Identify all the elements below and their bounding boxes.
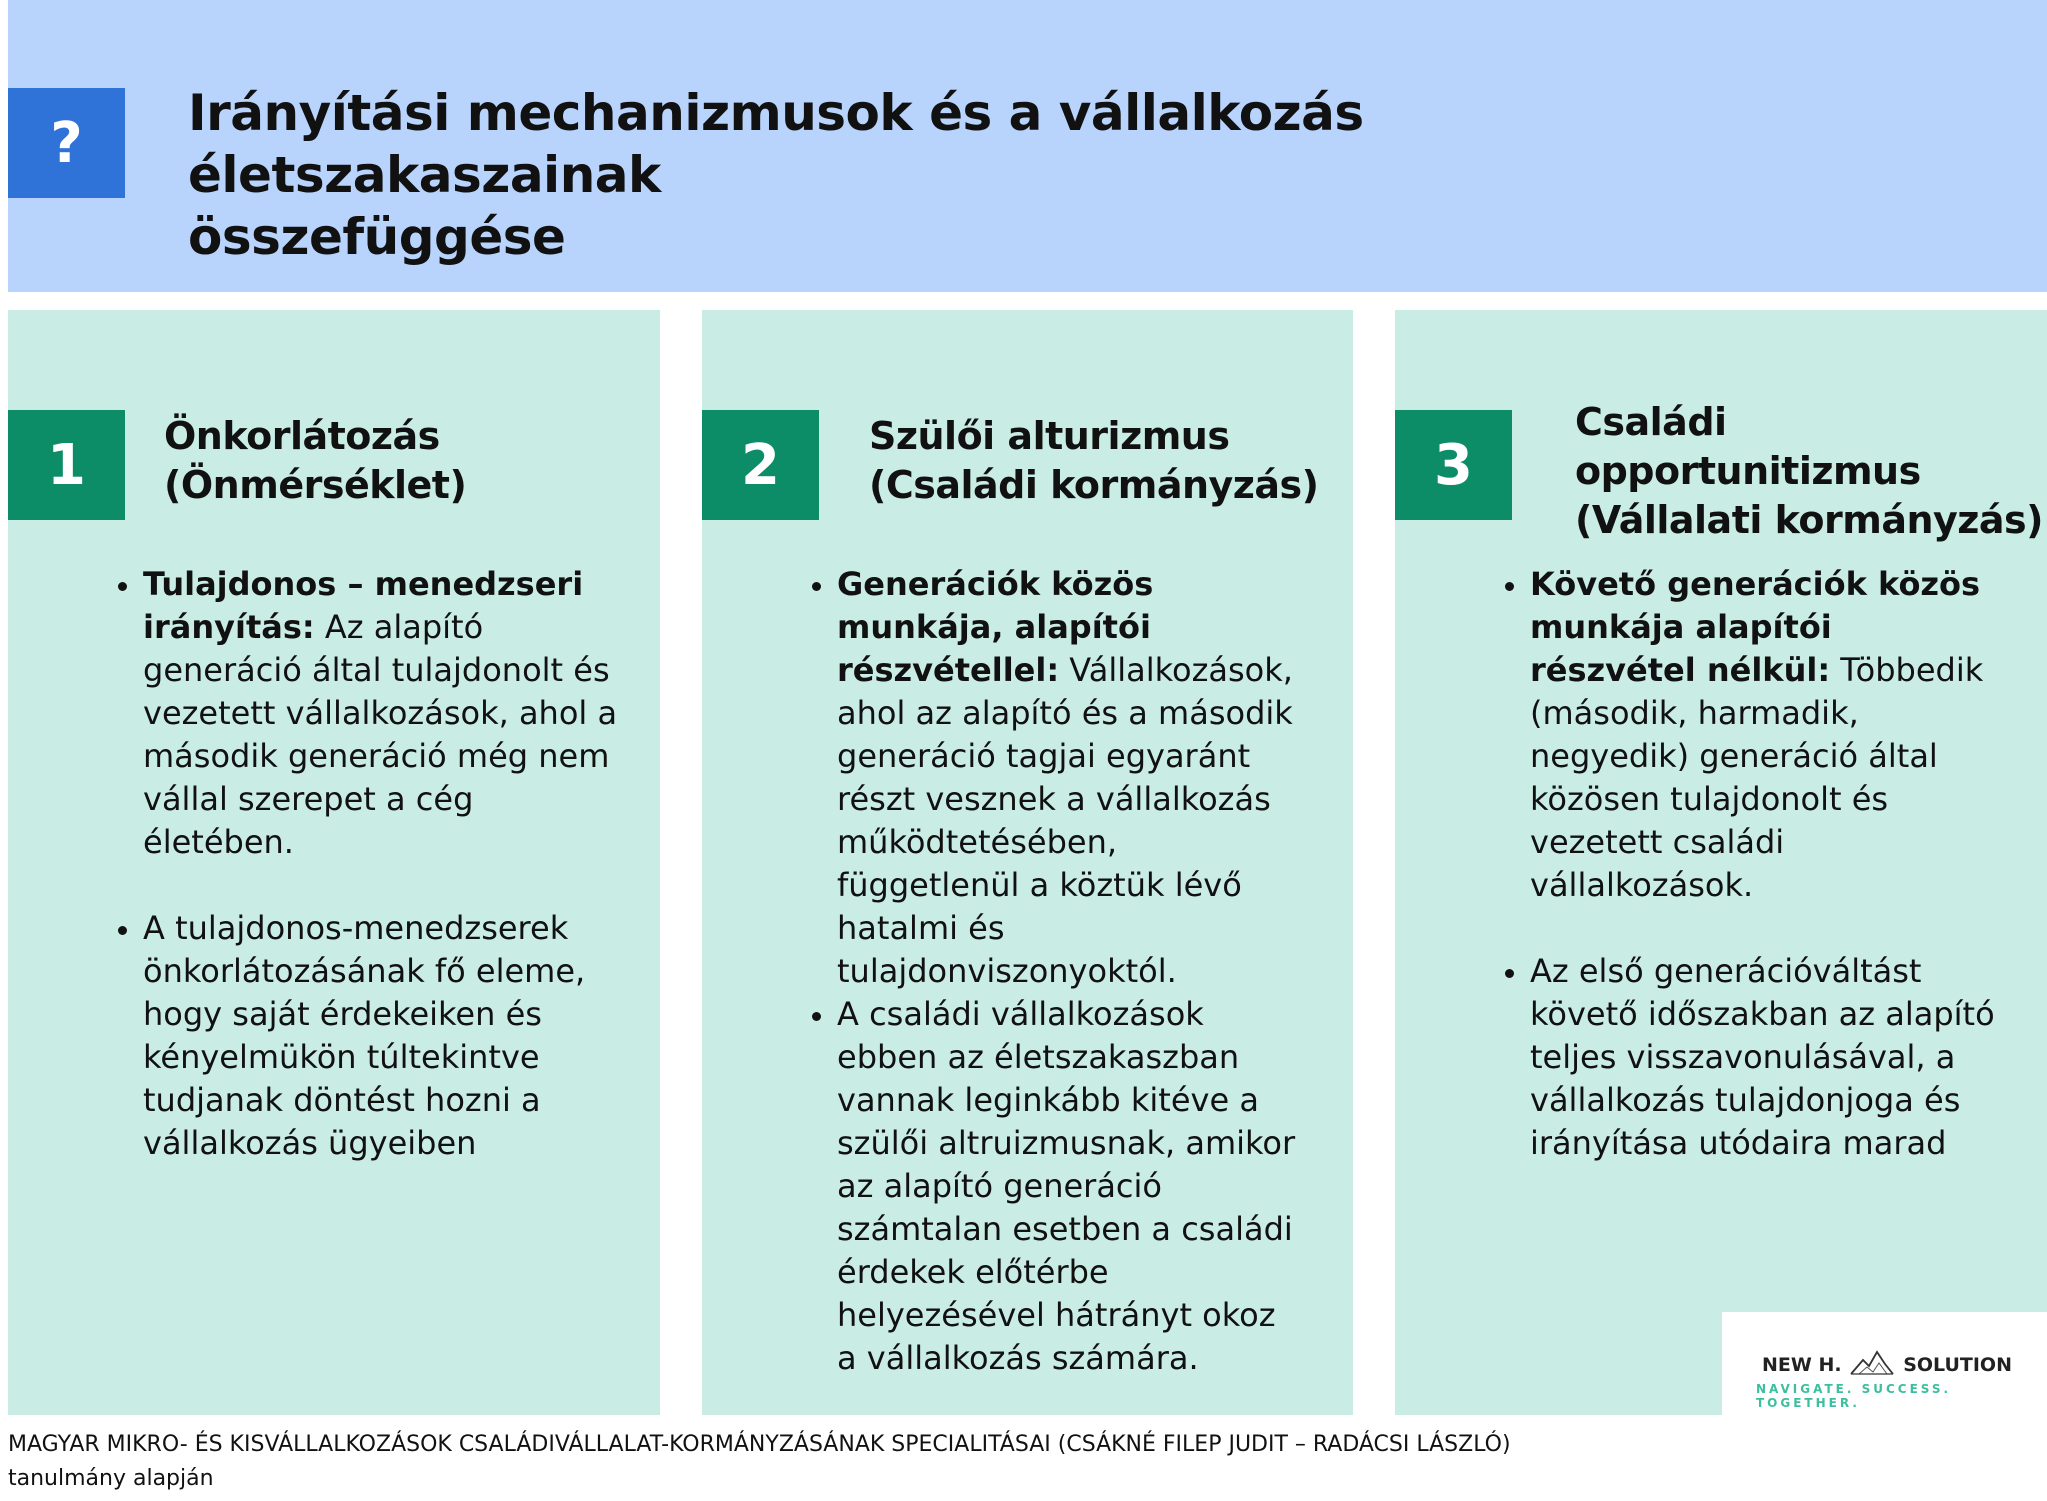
bullet-list — [133, 563, 621, 1165]
card-title-line: opportunitizmus — [1575, 449, 1921, 493]
bullet-bold-text: Tulajdonos – menedzseri irányítás: — [143, 565, 584, 646]
logo-tagline: NAVIGATE. SUCCESS. TOGETHER. — [1756, 1382, 1952, 1410]
card-title-line: (Vállalati kormányzás) — [1575, 498, 2044, 542]
card-title-line: Önkorlátozás — [164, 414, 440, 458]
list-item — [835, 563, 1305, 993]
question-badge: ? — [8, 88, 125, 198]
bullet-text: Az első generációváltást követő időszakban az alapító teljes visszavonulásával, a vállalkozás tulajdonjoga és irányítása utódaira marad — [1530, 952, 1995, 1162]
card-title — [1575, 398, 2047, 545]
bullet-bold-text: Követő generációk közös munkája alapítói részvétel nélkül: — [1530, 565, 1981, 689]
bullet-text: Az alapító generáció által tulajdonolt és vezetett vállalkozások, ahol a második generáció még nem vállal szerepet a cég életében. — [143, 608, 618, 861]
page-title — [188, 82, 1788, 268]
list-item — [835, 993, 1305, 1380]
card-title-line: Családi — [1575, 400, 1727, 444]
card-3 — [1395, 310, 2047, 1415]
card-title-line: Szülői alturizmus — [869, 414, 1230, 458]
mountain-icon — [1849, 1348, 1895, 1381]
bullet-text: Vállalkozások, ahol az alapító és a második generáció tagjai egyaránt részt vesznek a vállalkozás működtetésében, függetlenül a köztük lévő hatalmi és tulajdonviszonyoktól. — [837, 651, 1293, 990]
list-item — [141, 907, 621, 1165]
page-title-line2: összefüggése — [188, 208, 566, 266]
list-item — [1528, 563, 1998, 907]
card-2 — [702, 310, 1353, 1415]
list-item — [141, 563, 621, 864]
card-title — [869, 412, 1369, 510]
page-title-line1: Irányítási mechanizmusok és a vállalkozás életszakaszainak — [188, 84, 1364, 204]
brand-logo — [1722, 1312, 2047, 1415]
footer-line2: tanulmány alapján — [8, 1466, 214, 1491]
bullet-text: Többedik (második, harmadik, negyedik) generáció által közösen tulajdonolt és vezetett családi vállalkozások. — [1530, 651, 1984, 904]
bullet-text: A tulajdonos-menedzserek önkorlátozásának fő eleme, hogy saját érdekeiken és kényelmükön túltekintve tudjanak döntést hozni a vállalkozás ügyeiben — [143, 909, 586, 1162]
bullet-list — [1520, 563, 1998, 1165]
card-1 — [8, 310, 660, 1415]
logo-right-text: SOLUTION — [1903, 1353, 2012, 1376]
card-number-badge: 1 — [8, 410, 125, 520]
footer-line1: MAGYAR MIKRO- ÉS KISVÁLLALKOZÁSOK CSALÁDIVÁLLALAT-KORMÁNYZÁSÁNAK SPECIALITÁSAI (CSÁKNÉ FILEP JUDIT – RADÁCSI LÁSZLÓ) — [8, 1432, 1511, 1457]
bullet-list — [827, 563, 1305, 1380]
card-title-line: (Családi kormányzás) — [869, 463, 1319, 507]
card-number-badge: 3 — [1395, 410, 1512, 520]
bullet-text: A családi vállalkozások ebben az életszakaszban vannak leginkább kitéve a szülői altruizmusnak, amikor az alapító generáció számtalan esetben a családi érdekek előtérbe helyezésével hátrányt okoz a vállalkozás számára. — [837, 995, 1296, 1377]
list-item — [1528, 950, 1998, 1165]
card-title-line: (Önmérséklet) — [164, 463, 467, 507]
source-footer — [8, 1428, 2008, 1496]
card-title — [164, 412, 664, 510]
logo-left-text: NEW H. — [1762, 1353, 1842, 1376]
bullet-bold-text: Generációk közös munkája, alapítói részvétellel: — [837, 565, 1154, 689]
card-number-badge: 2 — [702, 410, 819, 520]
